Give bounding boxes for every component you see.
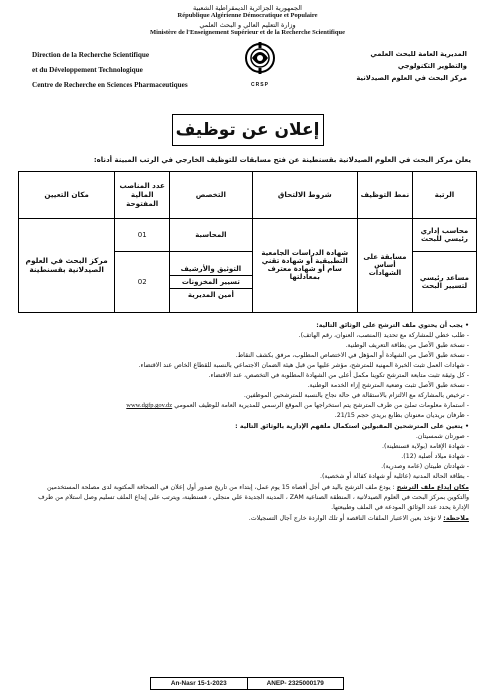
column-header-specialty: التخصص bbox=[170, 171, 252, 218]
crsp-logo-icon bbox=[238, 42, 282, 78]
table-header-row bbox=[19, 171, 477, 218]
note-label: ملاحظة: bbox=[443, 515, 469, 523]
count-cell: 01 bbox=[115, 218, 170, 251]
form-text: - استمارة معلومات تملئ من طرف المترشح يتم استخراجها من الموقع الرسمي للمديرية العامة للوظيف العمومي bbox=[174, 402, 469, 410]
institution-line: et du Développement Technologique bbox=[32, 65, 143, 74]
deposit-paragraph bbox=[26, 483, 469, 513]
positions-table bbox=[18, 171, 477, 313]
intro-text: يعلن مركز البحث في العلوم الصيدلانية بقسنطينة عن فتح مسابقات للتوظيف الخارجي في الرتب المبينة أدناه: bbox=[93, 155, 471, 164]
list-item: - صورتان شمسيتان. bbox=[415, 432, 469, 440]
list-item: - نسخة طبق الأصل من الشهادة أو المؤهل في الاختصاص المطلوب، مرفق بكشف النقاط. bbox=[235, 351, 469, 359]
specialty-cell bbox=[170, 218, 252, 251]
institution-line: Centre de Recherche en Sciences Pharmaceutiques bbox=[32, 80, 188, 89]
ministry-line-ar: وزارة التعليم العالي و البحث العلمي bbox=[199, 20, 296, 29]
logo-label: CRSP bbox=[251, 81, 269, 88]
column-header-grade: الرتبة bbox=[412, 171, 476, 218]
specialty-item: تسيير المخزونات bbox=[170, 276, 251, 289]
list-item: - شهادة الإقامة (بولاية قسنطينة). bbox=[381, 442, 469, 450]
list-item: - شهادات العمل تثبت الخبرة المهنية للمترشح، مؤشر عليها من قبل هيئة الضمان الاجتماعي بالنسبة للقطاع الخاص عند الاقتضاء. bbox=[138, 362, 469, 369]
institution-line-ar: مركز البحث في العلوم الصيدلانية bbox=[356, 73, 467, 82]
column-header-count: عدد المناصب المالية المفتوحة bbox=[115, 171, 170, 218]
documents-heading: • يجب أن يحتوي ملف الترشح على الوثائق التالية: bbox=[316, 321, 469, 329]
column-header-location: مكان التعيين bbox=[19, 171, 115, 218]
newspaper-date: An-Nasr 15-1-2023 bbox=[151, 678, 248, 689]
column-header-conditions: شروط الالتحاق bbox=[252, 171, 357, 218]
deposit-text: : يودع ملف الترشح باليد في أجل أقصاه 15 يوم عمل، إبتداء من تاريخ صدور أول إعلان في الصحافة المكتوبة لدى مصلحة المستخدمين والتكوين بمركز البحث في العلوم الصيدلانية ، المنطقة الصناعية ZAM ، المدينة الجديدة علي منجلي ، قسنطينة، ويترتب على إيداع الملف تسليم وصل استلام من طرف الإدارة يحدد عدد الوثائق المودعة في الملف وطبيعتها. bbox=[38, 484, 469, 512]
list-item: - طلب خطي للمشاركة مع تحديد (المنصب، العنوان، رقم الهاتف). bbox=[298, 331, 469, 339]
conditions-cell: شهادة الدراسات الجامعية التطبيقية أو شهادة تقني سام أو شهادة معترف بمعادلتها bbox=[252, 218, 357, 312]
grade-cell: محاسب إداري رئيسي للبحث bbox=[412, 218, 476, 251]
location-cell: مركز البحث في العلوم الصيدلانية بقسنطينة bbox=[19, 218, 115, 312]
institution-line-ar: والتطوير التكنولوجي bbox=[397, 61, 467, 70]
deposit-label: مكان إيداع ملف الترشح bbox=[396, 484, 469, 492]
announcement-title: إعلان عن توظيف bbox=[172, 114, 324, 146]
institution-name-ar bbox=[317, 48, 467, 84]
count-cell: 02 bbox=[115, 251, 170, 312]
header-line-fr: République Algérienne Démocratique et Populaire bbox=[177, 12, 318, 20]
required-documents-list bbox=[26, 321, 469, 483]
note-paragraph bbox=[26, 514, 469, 524]
list-item: - ظرفان بريديان معنونان بطابع بريدي حجم 21/15. bbox=[334, 412, 469, 420]
list-item: - ترخيص بالمشاركة مع الالتزام بالاستقالة في حالة نجاح بالنسبة للمترشحين الموظفين. bbox=[243, 392, 469, 400]
institution-header bbox=[18, 42, 477, 100]
list-item: - شهادة ميلاد أصلية (12). bbox=[401, 452, 469, 460]
institution-name-fr bbox=[32, 48, 212, 93]
list-item: - بطاقة الحالة المدنية (عائلية أو شهادة كفالة أو شخصية). bbox=[319, 473, 469, 481]
specialty-item: المحاسبة bbox=[195, 230, 227, 239]
list-item: - نسخة طبق الأصل من بطاقة التعريف الوطنية. bbox=[345, 341, 469, 349]
mode-cell: مسابقة على أساس الشهادات bbox=[357, 218, 412, 312]
specialty-item: التوثيق والأرشيف bbox=[170, 263, 251, 276]
grade-cell: مساعد رئيسي لتسيير البحث bbox=[412, 251, 476, 312]
specialty-item: أمين المديرية bbox=[187, 290, 234, 299]
ministry-line-fr: Ministère de l'Enseignement Supérieur et de la Recherche Scientifique bbox=[150, 29, 345, 37]
list-item: - كل وثيقة تثبت متابعة المترشح تكوينا مكمل أعلى من الشهادة المطلوبة في التخصص، عند الاقتضاء. bbox=[208, 372, 469, 380]
crsp-logo bbox=[236, 42, 284, 88]
header-line-ar: الجمهورية الجزائرية الديمقراطية الشعبية bbox=[193, 4, 302, 12]
dgfp-website-link[interactable]: www.dgfp.gov.dz bbox=[126, 402, 173, 410]
specialty-cell bbox=[170, 251, 252, 312]
list-item bbox=[26, 401, 469, 411]
institution-line: Direction de la Recherche Scientifique bbox=[32, 50, 150, 59]
publication-footer bbox=[150, 677, 344, 690]
admitted-heading: • يتعين على المترشحين المقبولين استكمال ملفهم الإدارية بالوثائق التالية : bbox=[235, 422, 469, 430]
list-item: - نسخة طبق الأصل تثبت وضعية المترشح إزاء الخدمة الوطنية. bbox=[307, 382, 469, 390]
note-text: لا تؤخذ بعين الاعتبار الملفات الناقصة أو تلك الواردة خارج آجال التسجيلات. bbox=[248, 515, 442, 523]
list-item: - شهادتان طبيتان (عامة وصدرية). bbox=[381, 462, 469, 470]
table-row bbox=[19, 218, 477, 251]
institution-line-ar: المديرية العامة للبحث العلمي bbox=[370, 49, 467, 58]
column-header-mode: نمط التوظيف bbox=[357, 171, 412, 218]
republic-header bbox=[18, 4, 477, 38]
anep-reference: ANEP- 2325000179 bbox=[266, 680, 324, 687]
